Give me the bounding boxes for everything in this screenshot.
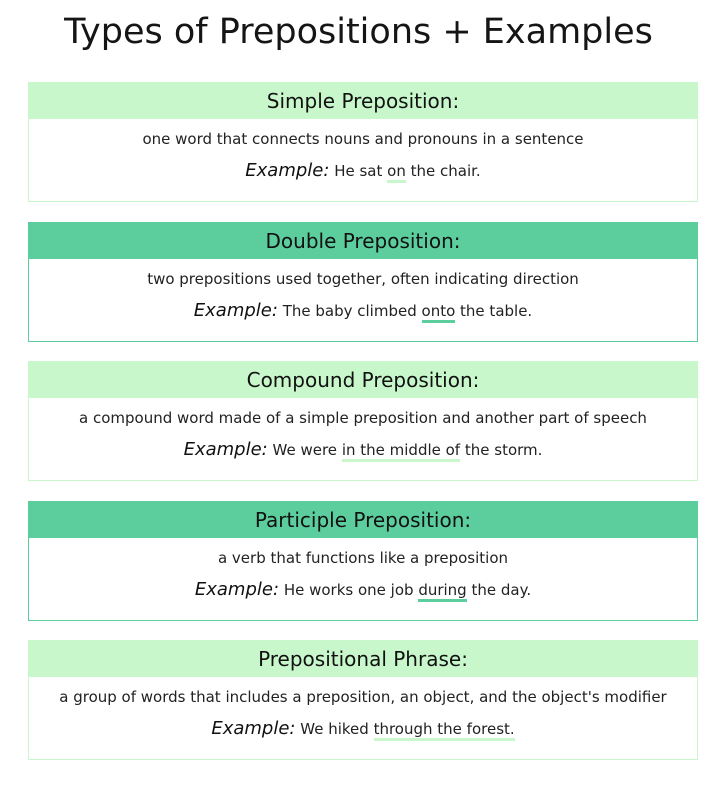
card-example <box>29 300 697 321</box>
card-definition: a group of words that includes a preposition, an object, and the object's modifier <box>59 688 667 706</box>
card-heading: Simple Preposition: <box>29 83 697 119</box>
card-participle-preposition <box>28 501 698 621</box>
card-double-preposition <box>28 222 698 342</box>
example-label: Example: <box>183 439 268 460</box>
card-definition: one word that connects nouns and pronouns in a sentence <box>142 130 584 148</box>
example-highlight: during <box>418 581 466 602</box>
example-text-after: the day. <box>471 581 532 599</box>
card-heading: Participle Preposition: <box>29 502 697 538</box>
card-heading: Double Preposition: <box>29 223 697 259</box>
example-highlight: onto <box>422 302 456 323</box>
example-text-before: We were <box>272 441 338 459</box>
card-definition: a verb that functions like a preposition <box>217 549 509 567</box>
card-compound-preposition <box>28 361 698 481</box>
card-definition: two prepositions used together, often indicating direction <box>147 270 579 288</box>
page-title: Types of Prepositions + Examples <box>64 12 653 52</box>
example-highlight: in the middle of <box>342 441 460 462</box>
example-text-before: The baby climbed <box>282 302 417 320</box>
card-example <box>29 718 697 739</box>
card-example <box>29 579 697 600</box>
example-text-after: the chair. <box>410 162 481 180</box>
example-text-before: He sat <box>334 162 383 180</box>
example-label: Example: <box>194 579 280 600</box>
card-simple-preposition <box>28 82 698 202</box>
example-label: Example: <box>211 718 296 739</box>
card-example <box>29 439 697 460</box>
card-heading: Compound Preposition: <box>29 362 697 398</box>
card-definition: a compound word made of a simple preposition and another part of speech <box>79 409 647 427</box>
example-highlight: through the forest. <box>374 720 515 741</box>
card-example <box>29 160 697 181</box>
example-text-before: We hiked <box>300 720 369 738</box>
card-prepositional-phrase <box>28 640 698 760</box>
example-text-after: the table. <box>460 302 533 320</box>
example-label: Example: <box>245 160 330 181</box>
example-highlight: on <box>387 162 406 183</box>
example-text-after: the storm. <box>464 441 543 459</box>
card-heading: Prepositional Phrase: <box>29 641 697 677</box>
example-label: Example: <box>193 300 278 321</box>
example-text-before: He works one job <box>283 581 414 599</box>
